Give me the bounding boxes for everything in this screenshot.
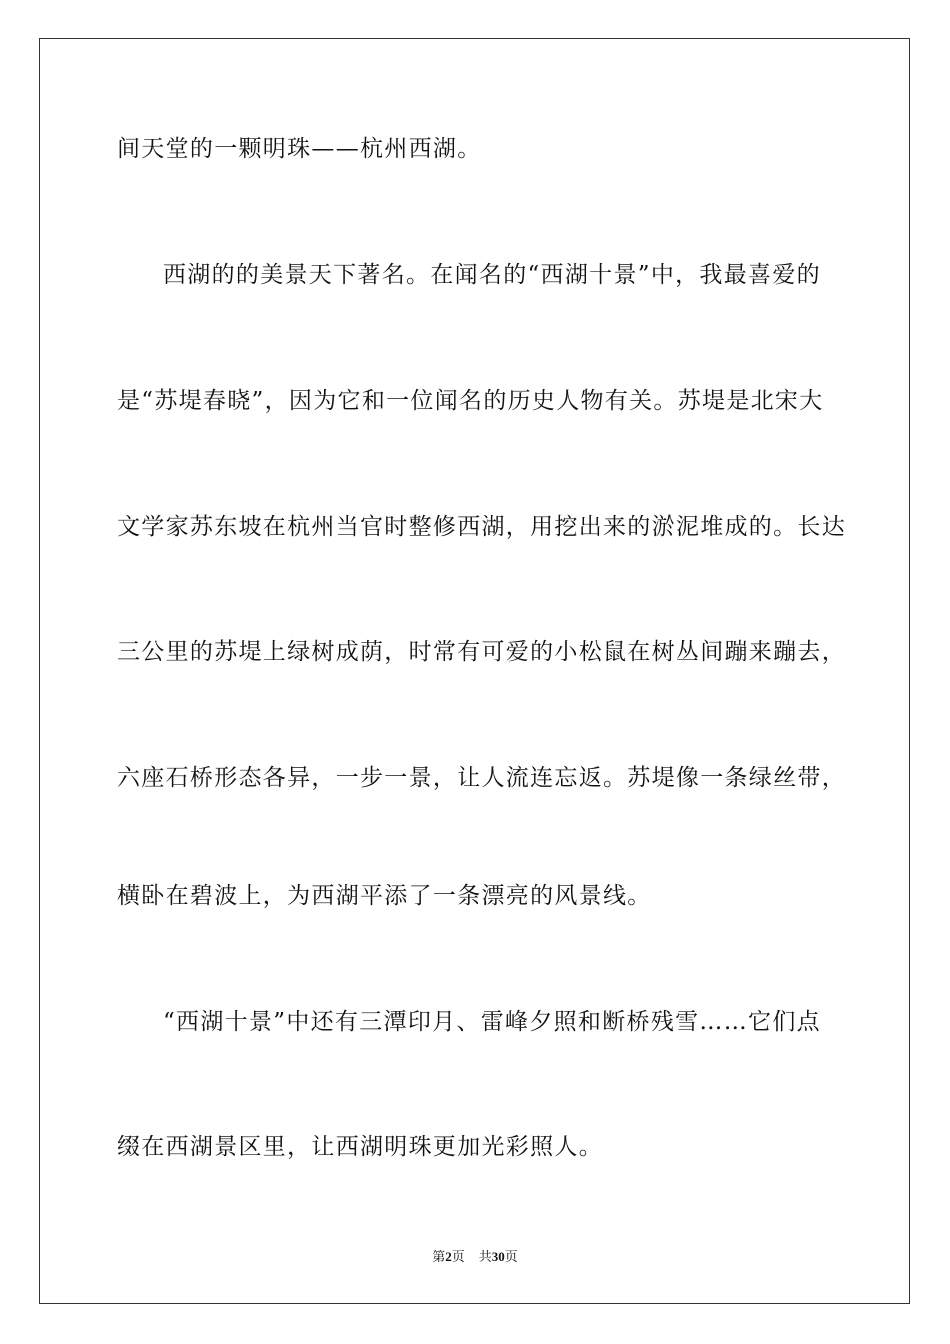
page-prefix: 第 xyxy=(432,1250,446,1265)
text-line-8: “西湖十景”中还有三潭印月、雷峰夕照和断桥残雪……它们点 xyxy=(163,1009,821,1035)
text-line-3: 是“苏堤春晓”，因为它和一位闻名的历史人物有关。苏堤是北宋大 xyxy=(117,388,824,414)
text-line-5: 三公里的苏堤上绿树成荫，时常有可爱的小松鼠在树丛间蹦来蹦去， xyxy=(117,639,846,665)
page-frame xyxy=(39,38,910,1304)
page-number: 2 xyxy=(445,1249,452,1264)
total-suffix: 页 xyxy=(504,1250,518,1265)
total-prefix: 共 xyxy=(478,1250,492,1265)
text-line-9: 缀在西湖景区里，让西湖明珠更加光彩照人。 xyxy=(117,1134,603,1160)
text-line-2: 西湖的的美景天下著名。在闻名的“西湖十景”中，我最喜爱的 xyxy=(163,262,821,288)
text-line-7: 横卧在碧波上，为西湖平添了一条漂亮的风景线。 xyxy=(117,883,652,909)
text-line-6: 六座石桥形态各异，一步一景，让人流连忘返。苏堤像一条绿丝带， xyxy=(117,765,846,791)
total-pages: 30 xyxy=(491,1249,505,1264)
page-suffix: 页 xyxy=(451,1250,465,1265)
page-footer xyxy=(0,1249,950,1266)
text-line-1: 间天堂的一颗明珠——杭州西湖。 xyxy=(117,136,482,162)
text-line-4: 文学家苏东坡在杭州当官时整修西湖，用挖出来的淤泥堆成的。长达 xyxy=(117,514,846,540)
